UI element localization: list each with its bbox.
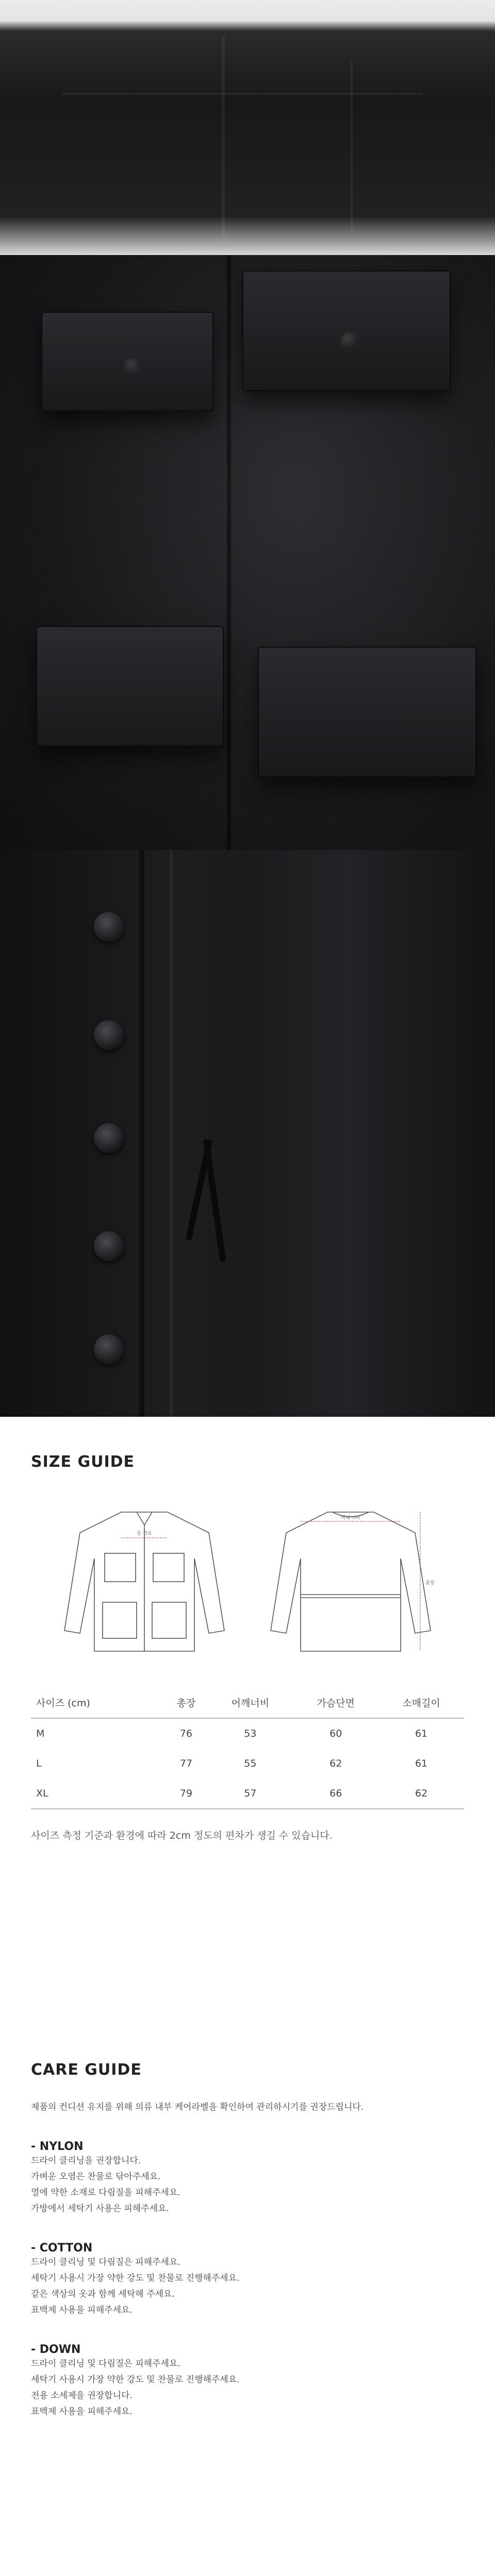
care-block-down	[31, 2343, 464, 2420]
care-block-cotton	[31, 2242, 464, 2318]
size-guide-section	[0, 1417, 495, 2061]
table-row	[31, 1718, 464, 1749]
care-line: 가벼운 오염은 찬물로 닦아주세요.	[31, 2172, 161, 2182]
size-table-header-cell: 소매길이	[378, 1687, 464, 1718]
table-cell: M	[36, 1728, 45, 1739]
table-cell: 66	[293, 1778, 378, 1809]
care-heading: - NYLON	[31, 2140, 84, 2153]
size-note: 사이즈 측정 기준과 환경에 따라 2cm 정도의 편차가 생길 수 있습니다.	[31, 1830, 333, 1841]
care-block-nylon	[31, 2140, 464, 2217]
table-cell: 62	[329, 1758, 342, 1769]
care-guide-title: CARE GUIDE	[31, 2061, 142, 2079]
table-cell: 61	[415, 1728, 428, 1739]
jacket-front-diagram	[59, 1502, 229, 1656]
table-cell: 55	[244, 1758, 257, 1769]
back-diagram-label-top: 어깨 너비	[341, 1516, 360, 1521]
back-diagram-label-side: 총장	[425, 1581, 435, 1586]
care-line: 열에 약한 소재로 다림질을 피해주세요.	[31, 2188, 180, 2198]
table-cell: 60	[329, 1728, 342, 1739]
care-line: 드라이 클리닝 및 다림질은 피해주세요.	[31, 2257, 180, 2267]
table-cell: 79	[165, 1778, 208, 1809]
jacket-top-photo	[0, 0, 495, 255]
table-cell: 61	[415, 1758, 428, 1769]
table-cell: XL	[31, 1778, 165, 1809]
jacket-pocket-photo	[0, 255, 495, 850]
table-row	[31, 1778, 464, 1809]
care-line: 세탁기 사용시 가장 약한 강도 및 찬물로 진행해주세요.	[31, 2273, 240, 2283]
table-cell: 76	[179, 1728, 193, 1739]
size-guide-title: SIZE GUIDE	[31, 1453, 135, 1471]
size-table-header-cell: 가슴단면	[293, 1687, 378, 1718]
care-heading: - DOWN	[31, 2343, 81, 2356]
front-diagram-label: 등 가로	[137, 1531, 152, 1536]
table-cell: 77	[179, 1758, 193, 1769]
table-cell: 53	[244, 1728, 257, 1739]
table-cell: L	[36, 1758, 42, 1769]
table-cell: 57	[207, 1778, 293, 1809]
care-line: 표백제 사용을 피해주세요.	[31, 2305, 133, 2315]
care-line: 표백제 사용을 피해주세요.	[31, 2406, 133, 2417]
jacket-back-diagram	[266, 1502, 436, 1656]
care-intro: 제품의 컨디션 유지를 위해 의류 내부 케어라벨을 확인하여 관리하시기를 권장드립니다.	[31, 2102, 364, 2112]
care-heading: - COTTON	[31, 2242, 93, 2255]
care-line: 드라이 클리닝 및 다림질은 피해주세요.	[31, 2359, 180, 2369]
care-line: 세탁기 사용시 가장 약한 강도 및 찬물로 진행해주세요.	[31, 2375, 240, 2385]
size-table	[31, 1687, 464, 1809]
care-line: 같은 색상의 옷과 함께 세탁해 주세요.	[31, 2289, 175, 2299]
size-diagrams	[31, 1502, 464, 1656]
care-line: 전용 소세제을 권장합니다.	[31, 2391, 133, 2401]
table-cell: 62	[378, 1778, 464, 1809]
size-table-header	[31, 1687, 464, 1718]
size-table-header-cell: 사이즈 (cm)	[31, 1687, 165, 1718]
care-line: 가방에서 세탁기 사용은 피해주세요.	[31, 2204, 169, 2214]
care-line: 드라이 클리닝을 권장합니다.	[31, 2156, 141, 2166]
care-guide-section	[0, 2061, 495, 2576]
size-table-header-cell: 총장	[165, 1687, 208, 1718]
table-row	[31, 1749, 464, 1778]
jacket-buttons-photo	[0, 850, 495, 1417]
size-table-header-cell: 어깨너비	[207, 1687, 293, 1718]
